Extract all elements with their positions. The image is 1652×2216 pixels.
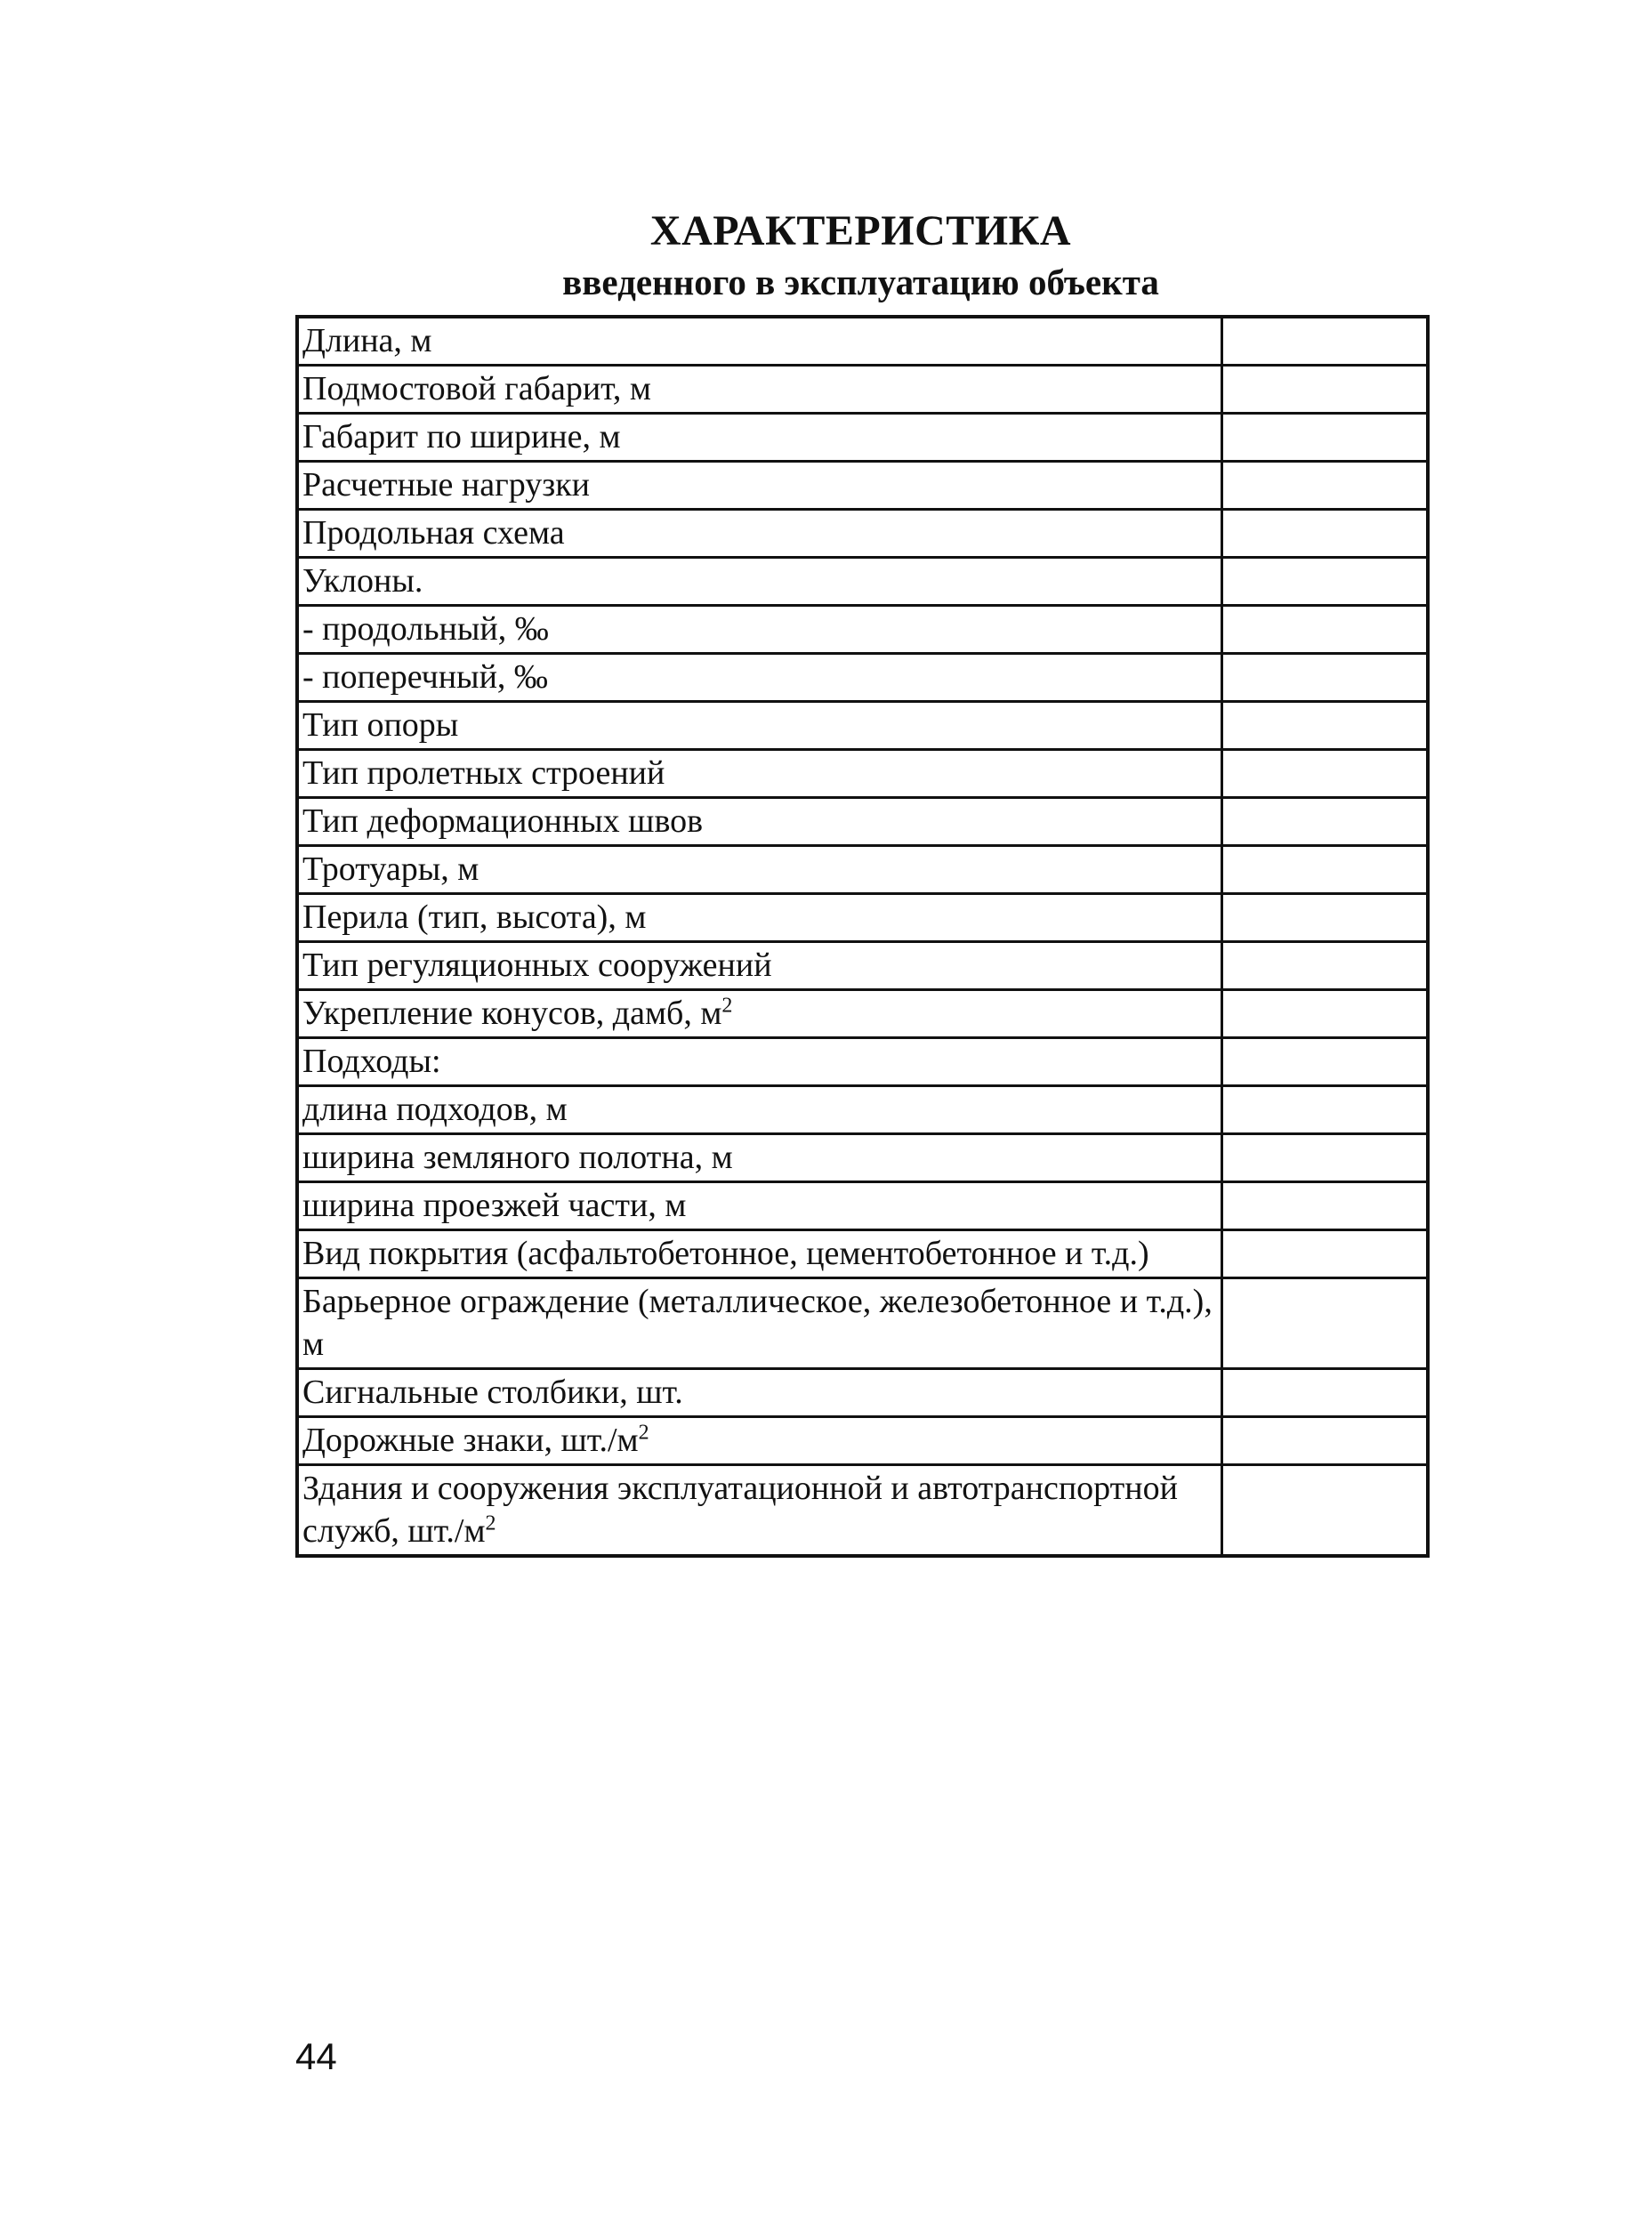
table-row bbox=[297, 510, 1428, 558]
row-label-text: Сигнальные столбики, шт. bbox=[302, 1374, 683, 1411]
row-value[interactable] bbox=[1222, 1369, 1429, 1417]
row-value[interactable] bbox=[1222, 1038, 1429, 1086]
row-value[interactable] bbox=[1222, 654, 1429, 702]
row-label bbox=[297, 1134, 1222, 1182]
characteristics-table-body bbox=[297, 317, 1428, 1556]
table-row bbox=[297, 1134, 1428, 1182]
table-row bbox=[297, 317, 1428, 366]
row-label-text: Продольная схема bbox=[302, 514, 565, 552]
table-row bbox=[297, 702, 1428, 750]
row-label-superscript: 2 bbox=[485, 1511, 496, 1535]
table-row bbox=[297, 750, 1428, 798]
row-value[interactable] bbox=[1222, 1278, 1429, 1369]
table-row bbox=[297, 1038, 1428, 1086]
row-label bbox=[297, 894, 1222, 942]
table-row bbox=[297, 1465, 1428, 1557]
row-label bbox=[297, 366, 1222, 414]
table-row bbox=[297, 606, 1428, 654]
table-row bbox=[297, 1086, 1428, 1134]
row-label bbox=[297, 846, 1222, 894]
row-label bbox=[297, 942, 1222, 990]
row-label-text: Вид покрытия (асфальтобетонное, цементобетонное и т.д.) bbox=[302, 1235, 1149, 1272]
row-value[interactable] bbox=[1222, 1230, 1429, 1278]
row-label-text: Габарит по ширине, м bbox=[302, 418, 621, 455]
row-label bbox=[297, 750, 1222, 798]
row-value[interactable] bbox=[1222, 942, 1429, 990]
row-label-superscript: 2 bbox=[638, 1421, 649, 1445]
row-label-text: Подходы: bbox=[302, 1043, 441, 1080]
row-label bbox=[297, 1369, 1222, 1417]
row-value[interactable] bbox=[1222, 558, 1429, 606]
row-label-text: Дорожные знаки, шт./м bbox=[302, 1422, 639, 1459]
row-label-text: ширина земляного полотна, м bbox=[302, 1139, 733, 1176]
row-label bbox=[297, 990, 1222, 1038]
row-value[interactable] bbox=[1222, 1134, 1429, 1182]
row-value[interactable] bbox=[1222, 894, 1429, 942]
table-row bbox=[297, 990, 1428, 1038]
row-value[interactable] bbox=[1222, 846, 1429, 894]
row-label-text: Подмостовой габарит, м bbox=[302, 370, 651, 407]
row-label-text: Тип регуляционных сооружений bbox=[302, 947, 772, 984]
table-row bbox=[297, 366, 1428, 414]
row-value[interactable] bbox=[1222, 990, 1429, 1038]
row-label-text: Длина, м bbox=[302, 322, 432, 359]
row-label bbox=[297, 462, 1222, 510]
row-label-text: Тип пролетных строений bbox=[302, 754, 665, 792]
row-value[interactable] bbox=[1222, 1417, 1429, 1465]
row-label bbox=[297, 1086, 1222, 1134]
row-label-text: Барьерное ограждение (металлическое, железобетонное и т.д.), м bbox=[302, 1283, 1213, 1363]
row-label bbox=[297, 1417, 1222, 1465]
table-row bbox=[297, 1230, 1428, 1278]
row-label bbox=[297, 1278, 1222, 1369]
table-row bbox=[297, 798, 1428, 846]
table-row bbox=[297, 942, 1428, 990]
row-value[interactable] bbox=[1222, 510, 1429, 558]
table-row bbox=[297, 558, 1428, 606]
row-label-text: - продольный, ‰ bbox=[302, 610, 549, 648]
table-row bbox=[297, 846, 1428, 894]
row-value[interactable] bbox=[1222, 1182, 1429, 1230]
page-number: 44 bbox=[295, 2035, 337, 2077]
document-subtitle: введенного в эксплуатацию объекта bbox=[562, 262, 1159, 302]
row-label-text: Уклоны. bbox=[302, 562, 423, 600]
row-value[interactable] bbox=[1222, 1086, 1429, 1134]
table-row bbox=[297, 1278, 1428, 1369]
row-label bbox=[297, 1465, 1222, 1557]
table-row bbox=[297, 894, 1428, 942]
row-label bbox=[297, 1230, 1222, 1278]
row-label-text: Тип деформационных швов bbox=[302, 802, 704, 840]
row-label bbox=[297, 558, 1222, 606]
document-title: ХАРАКТЕРИСТИКА bbox=[649, 207, 1072, 254]
row-label-text: длина подходов, м bbox=[302, 1091, 568, 1128]
row-label bbox=[297, 1038, 1222, 1086]
table-row bbox=[297, 1369, 1428, 1417]
row-value[interactable] bbox=[1222, 702, 1429, 750]
row-value[interactable] bbox=[1222, 798, 1429, 846]
row-value[interactable] bbox=[1222, 414, 1429, 462]
table-row bbox=[297, 414, 1428, 462]
row-label bbox=[297, 510, 1222, 558]
row-label-text: Здания и сооружения эксплуатационной и автотранспортной служб, шт./м bbox=[302, 1470, 1178, 1550]
row-label-text: Расчетные нагрузки bbox=[302, 466, 591, 504]
row-value[interactable] bbox=[1222, 606, 1429, 654]
row-label bbox=[297, 1182, 1222, 1230]
row-value[interactable] bbox=[1222, 366, 1429, 414]
row-label-text: Тротуары, м bbox=[302, 850, 479, 888]
row-label-superscript: 2 bbox=[721, 994, 733, 1018]
row-label-text: Тип опоры bbox=[302, 706, 459, 744]
row-label-text: Укрепление конусов, дамб, м bbox=[302, 995, 722, 1032]
row-label bbox=[297, 414, 1222, 462]
row-value[interactable] bbox=[1222, 750, 1429, 798]
table-row bbox=[297, 1417, 1428, 1465]
table-row bbox=[297, 1182, 1428, 1230]
table-row bbox=[297, 462, 1428, 510]
row-value[interactable] bbox=[1222, 1465, 1429, 1557]
row-label bbox=[297, 654, 1222, 702]
row-value[interactable] bbox=[1222, 462, 1429, 510]
row-label bbox=[297, 317, 1222, 366]
row-label bbox=[297, 606, 1222, 654]
row-label bbox=[297, 798, 1222, 846]
table-row bbox=[297, 654, 1428, 702]
row-value[interactable] bbox=[1222, 317, 1429, 366]
row-label-text: ширина проезжей части, м bbox=[302, 1187, 687, 1224]
characteristics-table bbox=[295, 315, 1430, 1558]
row-label-text: Перила (тип, высота), м bbox=[302, 898, 647, 936]
row-label-text: - поперечный, ‰ bbox=[302, 658, 548, 696]
row-label bbox=[297, 702, 1222, 750]
